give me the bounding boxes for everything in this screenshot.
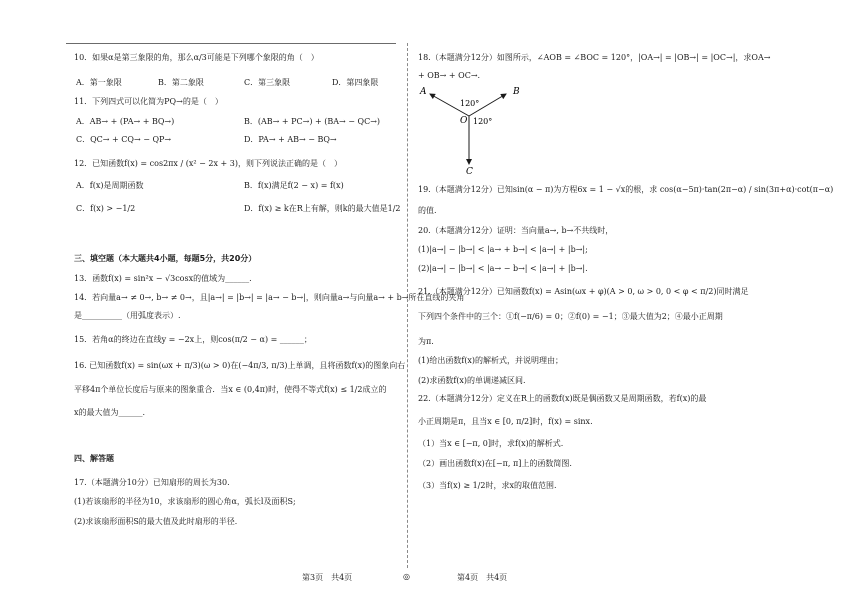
q16-text-line3: x的最大值为______. xyxy=(74,408,146,417)
q21-part2: (2)求函数f(x)的单调递减区间. xyxy=(418,376,526,385)
q17-part2: (2)求该扇形面积S的最大值及此时扇形的半径． xyxy=(74,517,243,526)
q10-opt-d: D．第四象限 xyxy=(332,78,379,87)
q12-opt-a: A．f(x)是周期函数 xyxy=(76,181,144,190)
label-c: C xyxy=(466,167,473,177)
label-o: O xyxy=(460,116,468,126)
vector-diagram xyxy=(418,80,520,177)
q17-text: 17.（本题满分10分）已知扇形的周长为30. xyxy=(74,478,230,487)
q16-text-line1: 16. 已知函数f(x) = sin(ωx + π/3)(ω > 0)在(−4π/3, π/3)上单调，且将函数f(x)的图象向右 xyxy=(74,361,406,370)
q10-opt-c: C．第三象限 xyxy=(244,78,291,87)
footer-mark: ◎ xyxy=(403,572,410,581)
label-a: A xyxy=(420,87,427,97)
q12-opt-c: C．f(x) > −1/2 xyxy=(76,204,136,213)
angle-label-boc: 120° xyxy=(473,117,493,126)
q22-part1: （1）当x ∈ [−π, 0]时，求f(x)的解析式. xyxy=(418,439,564,448)
q22-text-line2: 小正周期是π，且当x ∈ [0, π/2]时，f(x) = sinx. xyxy=(418,417,593,426)
q13-text: 13．函数f(x) = sin²x − √3cosx的值域为______. xyxy=(74,274,252,283)
label-b: B xyxy=(513,87,520,97)
q19-text: 19.（本题满分12分）已知sin(α − π)为方程6x = 1 − √x的根，求 cos(α−5π)·tan(2π−α) / sin(3π+α)·cot(π−α) xyxy=(418,185,834,194)
q21-text-line1: 21.（本题满分12分）已知函数f(x) = Asin(ωx + φ)(A > 0, ω > 0, 0 < φ < π/2)同时满足 xyxy=(418,287,749,296)
q11-opt-d: D．PA→ + AB→ − BQ→ xyxy=(244,135,337,144)
q15-text: 15．若角α的终边在直线y = −2x上，则cos(π/2 − α) = ______； xyxy=(74,335,312,344)
q12-opt-b: B．f(x)满足f(2 − x) = f(x) xyxy=(244,181,344,190)
q20-text: 20.（本题满分12分）证明：当向量a→, b→不共线时， xyxy=(418,226,614,235)
q12-opt-d: D．f(x) ≥ k在R上有解，则k的最大值是1/2 xyxy=(244,204,401,213)
footer-right-page: 第4页 共4页 xyxy=(457,573,508,582)
q10-text: 10．如果α是第三象限的角，那么α/3可能是下列哪个象限的角（ ） xyxy=(74,53,319,62)
q21-text-line2: 下列四个条件中的三个：①f(−π/6) = 0；②f(0) = −1；③最大值为2；④最小正周期 xyxy=(418,312,723,321)
q14-text-line2: 是__________（用弧度表示）. xyxy=(74,311,181,320)
column-separator xyxy=(407,43,408,568)
section-3-heading: 三、填空题（本大题共4小题，每题5分，共20分） xyxy=(74,254,257,263)
q14-text-line1: 14．若向量a→ ≠ 0→, b→ ≠ 0→，且|a→| = |b→| = |a→ − b→|，则向量a→与向量a→ + b→所在直线的夹角 xyxy=(74,293,465,302)
q20-part1: (1)|a→| − |b→| < |a→ + b→| < |a→| + |b→|; xyxy=(418,245,588,254)
q10-opt-b: B．第二象限 xyxy=(158,78,204,87)
footer-left-page: 第3页 共4页 xyxy=(302,573,353,582)
q11-opt-c: C．QC→ + CQ→ − QP→ xyxy=(76,135,172,144)
top-rule xyxy=(66,43,396,44)
q21-part1: (1)给出函数f(x)的解析式，并说明理由； xyxy=(418,356,564,365)
q22-text-line1: 22.（本题满分12分）定义在R上的函数f(x)既是偶函数又是周期函数，若f(x)的最 xyxy=(418,394,707,403)
q12-text: 12．已知函数f(x) = cos2πx / (x² − 2x + 3)，则下列说法正确的是（ ） xyxy=(74,159,342,168)
q11-text: 11．下列四式可以化简为PQ→的是（ ） xyxy=(74,97,223,106)
q22-part2: （2）画出函数f(x)在[−π, π]上的函数简图. xyxy=(418,459,572,468)
q11-opt-a: A．AB→ + (PA→ + BQ→) xyxy=(76,117,175,126)
q20-part2: (2)|a→| − |b→| < |a→ − b→| < |a→| + |b→|. xyxy=(418,264,588,273)
q22-part3: （3）当f(x) ≥ 1/2时，求x的取值范围. xyxy=(418,481,557,490)
q10-opt-a: A．第一象限 xyxy=(76,78,122,87)
q21-text-line3: 为π. xyxy=(418,337,434,346)
angle-label-aob: 120° xyxy=(460,99,480,108)
q18-text-line2: + OB→ + OC→. xyxy=(418,71,481,80)
q17-part1: (1)若该扇形的半径为10，求该扇形的圆心角α，弧长l及面积S; xyxy=(74,497,296,506)
section-4-heading: 四、解答题 xyxy=(74,454,114,463)
q11-opt-b: B．(AB→ + PC→) + (BA→ − QC→) xyxy=(244,117,381,126)
q16-text-line2: 平移4π个单位长度后与原来的图象重合．当x ∈ (0,4π)时，使得不等式f(x) ≤ 1/2成立的 xyxy=(74,385,387,394)
q19-text-line2: 的值. xyxy=(418,206,437,215)
q18-text-line1: 18.（本题满分12分）如图所示，∠AOB = ∠BOC = 120°，|OA→| = |OB→| = |OC→|，求OA→ xyxy=(418,53,771,62)
